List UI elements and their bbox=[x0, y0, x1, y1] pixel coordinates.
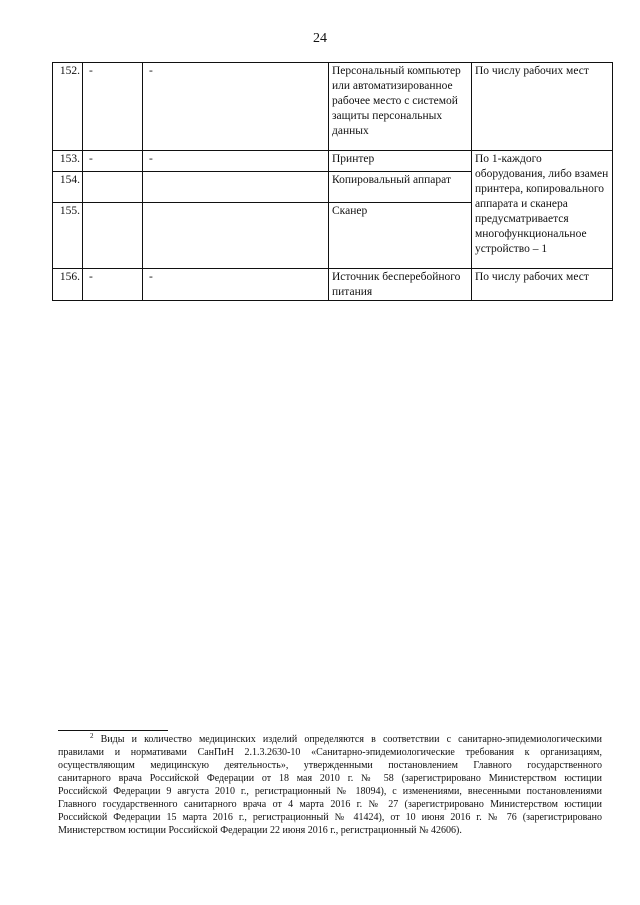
row-number: 153. bbox=[53, 151, 83, 172]
equipment-quantity: По числу рабочих мест bbox=[472, 63, 613, 151]
page-number: 24 bbox=[313, 31, 327, 46]
footnote-line: санитарного врача Российской Федерации от 18 мая 2010 г. № 58 (зарегистрировано Министерством юстиции bbox=[58, 773, 602, 784]
equipment-name: Принтер bbox=[329, 151, 472, 172]
table-cell: - bbox=[83, 269, 143, 301]
table-cell bbox=[83, 172, 143, 203]
footnote-marker: 2 bbox=[90, 732, 94, 740]
footnote-line: Главного государственного санитарного врача от 4 марта 2016 г. № 27 (зарегистрировано Министерством юстиции bbox=[58, 799, 602, 810]
footnote-line: Российской Федерации 15 марта 2016 г., регистрационный № 41424), от 10 июня 2016 г. № 76 (зарегистрировано bbox=[58, 812, 602, 823]
footnote bbox=[58, 733, 602, 837]
table-row bbox=[53, 151, 613, 172]
equipment-name: Источник бесперебойного питания bbox=[329, 269, 472, 301]
footnote-separator bbox=[58, 730, 168, 731]
table-cell bbox=[143, 172, 329, 203]
row-number: 154. bbox=[53, 172, 83, 203]
row-number: 155. bbox=[53, 203, 83, 269]
equipment-name: Персональный компьютер или автоматизированное рабочее место с системой защиты персональных данных bbox=[329, 63, 472, 151]
footnote-line: правилами и нормативами СанПиН 2.1.3.2630-10 «Санитарно-эпидемиологические требования к организациям, bbox=[58, 747, 602, 758]
table-cell: - bbox=[143, 151, 329, 172]
equipment-name: Копировальный аппарат bbox=[329, 172, 472, 203]
row-number: 152. bbox=[53, 63, 83, 151]
equipment-table bbox=[52, 62, 613, 301]
footnote-line: Министерством юстиции Российской Федерации 22 июня 2016 г., регистрационный № 42606). bbox=[58, 825, 462, 836]
equipment-quantity: По 1-каждого оборудования, либо взамен принтера, копировального аппарата и сканера предусматривается многофункциональное устройство – 1 bbox=[472, 151, 613, 269]
equipment-quantity: По числу рабочих мест bbox=[472, 269, 613, 301]
footnote-line: $^2$ Виды и количество медицинских изделий определяются в соответствии с санитарно-эпидемиологическими bbox=[90, 732, 603, 745]
table-row bbox=[53, 269, 613, 301]
footnote-line: Российской Федерации 9 августа 2010 г., регистрационный № 18094), с изменениями, внесенными постановлениями bbox=[58, 786, 602, 797]
table-cell: - bbox=[143, 269, 329, 301]
table-cell bbox=[83, 203, 143, 269]
table-row bbox=[53, 63, 613, 151]
footnote-line: осуществляющим медицинскую деятельность», утвержденными постановлением Главного государственного bbox=[58, 760, 602, 771]
table-cell: - bbox=[83, 151, 143, 172]
table-cell: - bbox=[143, 63, 329, 151]
equipment-name: Сканер bbox=[329, 203, 472, 269]
table-cell: - bbox=[83, 63, 143, 151]
table-cell bbox=[143, 203, 329, 269]
row-number: 156. bbox=[53, 269, 83, 301]
